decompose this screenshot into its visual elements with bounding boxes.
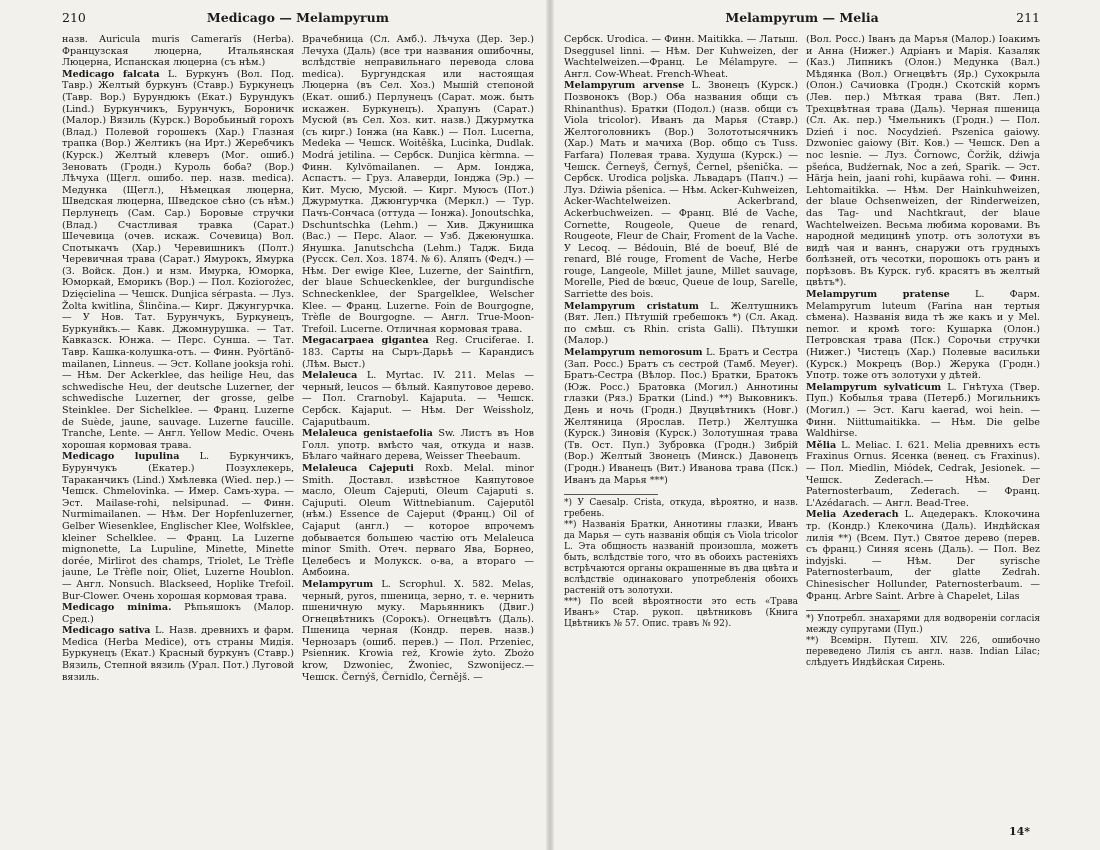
entry-text: L. Фарм. Melampyrum luteum (Farina нан тертыя сѣмена). Названія вида тѣ же какъ и у Mel. nemor. и кромѣ того: Кушарка (Олон.) Петровская трава (Пск.) Сорочьи стручки (Нижег.) Чистецъ (Хар.) Полевые васильки (Курск.) Мокрецъ (Вор.) Жерука (Гродн.) Употр. тоже отъ золотухи у дѣтей. (806, 289, 1040, 382)
dictionary-entry (806, 34, 1040, 289)
page-number-right: 211 (1016, 10, 1040, 25)
running-head-right: Melampyrum — Melia (725, 10, 879, 25)
footnote: *) У Caesalp. Crista, откуда, вѣроятно, и назв. гребень. (564, 498, 798, 520)
entry-text: L. Гнѣтуха (Твер. Пуп.) Кобылья трава (Петерб.) Могильникъ (Могил.) — Эст. Karu kaerad, woi hein. — Финн. Niittumaitikka. — Нѣм. Die gelbe Waldhirse. (806, 381, 1040, 440)
right-column-2-wrap (806, 34, 1040, 824)
footnote: *) Употребл. знахарями для водвореніи согласія между супругами (Пуп.) (806, 614, 1040, 636)
running-head-left: Medicago — Melampyrum (206, 10, 389, 25)
entry-headword: Medicago falcata (62, 68, 160, 80)
footnote: ***) По всей вѣроятности это есть «Трава Иванъ» Стар. рукоп. цвѣтниковъ (Книга Цвѣтникъ № 57. Опис. травъ № 92). (564, 597, 798, 630)
dictionary-entry (302, 428, 534, 463)
entry-text: Рѣпьяшокъ (Малор. Сред.) (62, 602, 294, 625)
entry-headword: Melampyrum cristatum (564, 300, 699, 312)
entry-text: L. Желтушникъ (Вят. Леп.) Пѣтушій гребешокъ *) (Сл. Акад. по смѣш. съ Rhin. crista Galli). Пѣтушки (Малор.) (564, 300, 798, 347)
dictionary-entry (564, 80, 798, 300)
right-column-1 (564, 34, 798, 486)
entry-text: L. Scrophul. X. 582. Melas, черный, pyros, пшеница, зерно, т. е. чернить пшеничную муку. Марьянникъ (Двиг.) Огнецвѣтникъ (Сорокъ). Огнецвѣтъ (Даль). Пшеница черная (Кондр. перев. назв.) Чернозаръ (ошиб. перев.) — Пол. Przeniec, Psienник. Krowia reż, Krowie żyto. Zbożo krow, Dzwoniec, Żwoniec, Szwonijecz.— Чешск. Černýš, Černidlo, Černějš. — (302, 578, 534, 683)
entry-headword: Melampyrum (302, 578, 374, 590)
dictionary-entry (806, 509, 1040, 602)
entry-headword: Medicago minima. (62, 602, 172, 614)
entry-headword: Melampyrum pratense (806, 289, 950, 301)
entry-text: L. Meliac. I. 621. Melia древнихъ есть Fraxinus Ornus. Ясенка (венец. съ Fraxinus). — Пол. Miedlin, Miódek, Cedrak, Jesionek. — Чешск. Zederach.— Нѣм. Der Paternosterbaum, Zederach. — Франц. L'Azédarach. — Англ. Bead-Tree. (806, 439, 1040, 509)
entry-text: Врачебница (Сл. Амб.). Лѣчуха (Дер. Зер.) Лечуха (Даль) (все три названия ошибочны, вслѣдствіе неправильнаго перевода слова medica). Бургундская или настоящая Люцерна (въ Сел. Хоз.) Мышій степоной (Екат. ошиб.) Перлунецъ (Сарат. мож. быть искажен. Буркунецъ). Храпунъ (Сарат.) Мусюй (въ Сел. Хоз. кит. назв.) Джурмутка (съ кирг.) Іонжа (на Кавк.) — Пол. Lucerna, Medeka — Чешск. Woitěška, Lucinka, Dudlak. Modrá jetilina. — Сербск. Dunjica kèrmna. — Финн. Kylvömailanen. — Арм. Іонджа, Аспастъ. — Груз. Алаверди, Іонджа (Эр.) — Кит. Мусю, Мусюй. — Кирг. Муюсъ (Пот.) Джурмутка. Джюнгурчка (Меркл.) — Тур. Пачъ-Сончаса (оттуда — Іонжа). Jonoutschka, Dschuntschka (Lehm.) — Хив. Джунишка (Вас.) — Перс. Alaor. — Узб. Джеюнушка. Янушка. Janutschcha (Lehm.) Тадж. Бида (Русск. Сел. Хоз. 1874. № 6). Аляпъ (Федч.) — Нѣм. Der ewige Klee, Luzerne, der Saintfirn, der blaue Schueckenklee, der burgundische Schneckenklee, der Spargelklee, Welscher Klee. — Франц. Luzerne. Foin de Bourgogne, Trèfle de Bourgogne. — Англ. True-Moon-Trefoil. Lucerne. Отличная кормовая трава. (302, 34, 534, 335)
footnote: **) Названія Братки, Аннотины глазки, Иванъ да Марья — суть названія общія съ Viola tricolor L. Эта общность названій произошла, можетъ быть, вслѣдствіе того, что въ обоихъ растеніяхъ встрѣчаются органы окрашенные въ два цвѣта и вслѣдствіе одинаковаго употребленія обоихъ растеній отъ золотухи. (564, 520, 798, 597)
entry-text: L. Братъ и Сестра (Зап. Росс.) Братъ съ сестрой (Тамб. Meyer). Братъ-Сестра (Вѣлор. Пос.) Братки, Братокъ (Юж. Росс.) Братовка (Могил.) Аннотины глазки (Ряз.) Братки (Lind.) **) Выковникъ. День и ночь (Гродн.) Двуцвѣтникъ (Новг.) Желтяница (Ярослав. Петр.) Желтушка (Курск.) Зиновія (Курск.) Золотушная трава (Тв. Ост. Пуп.) Зубровка (Гродн.) Зибрій (Вор.) Желтый Звонецъ (Минск.) Давонецъ (Гродн.) Иванецъ (Вит.) Иванова трава (Пск.) Иванъ да Марья ***) (564, 347, 798, 486)
right-column-1-wrap (564, 34, 798, 824)
entry-headword: Medicago sativa (62, 625, 151, 637)
dictionary-entry (302, 463, 534, 579)
entry-headword: Mělia (806, 439, 837, 451)
dictionary-entry (806, 382, 1040, 440)
entry-text: L. Буркунъ (Вол. Под. Тавр.) Желтый буркунъ (Ставр.) Буркунецъ (Тавр. Вор.) Бурундюкъ (Екат.) Бурундукъ (Lind.) Буркунчикъ, Бурунчукъ, Бороничк (Малор.) Вязиль (Курск.) Воробьиный горохъ (Влад.) Полевой горошекъ (Хар.) Глазная трапка (Вор.) Желтикъ (на Ирт.) Жеребчикъ (Курск.) Желтый клеверъ (Мог. ошиб.) Зеновать (Гродн.) Куроль боба? (Вор.) Лѣчуха (Щегл. ошибо. пер. назв. medica). Медунка (Щегл.), Нѣмецкая люцерна, Шведская люцерна, Шведское сѣно (съ нѣм.) Перлунецъ (Сам. Сар.) Боровые стручки (Влад.) Счастливая травка (Сарат.) Шечевица (очев. искаж. Сочевица) Вол. Спотыкачъ (Хар.) Черевишникъ (Полт.) Черевичная трава (Сарат.) Ямурокъ, Ямурка (З. Войск. Дон.) и нзм. Имурка, Юморка, Юморкай, Еморикъ (Вор.) — Пол. Koziorożec, Dzięcielina — Чешск. Dunjica sérpasta. — Луз. Žolta kwitlina, Šlinčina.— Кирг. Джунгурчка. — У Нов. Тат. Бурунчукъ, Буркунецъ, Буркунйкъ.— Кавк. Джомнурушка. — Тат. Кавказск. Юнжа. — Перс. Сунша. — Тат. Тавр. Кашка-колушка-отъ. — Финн. Pyörtänö-mailanen, Linneus. — Эст. Kollane jooksja rohi. — Нѣм. Der Ackerklee, das heilige Heu, das schwedische Heu, der deutsche Luzerner, der schwedische Luzerner, der grosse, gelbe Steinklee. Der Sichelklee. — Франц. Luzerne de Suède, jaune, sauvage. Luzerne faucille. Tranche, Lente. — Англ. Yellow Medic. Очень хорошая кормовая трава. (62, 68, 294, 451)
entry-headword: Melaleuca (302, 370, 358, 382)
entry-headword: Medicago lupulina (62, 451, 180, 463)
entry-headword: Melaleuca genistaefolia (302, 428, 433, 440)
right-column-1-notes (564, 498, 798, 630)
entry-headword: Megacarpaea gigantea (302, 335, 429, 347)
dictionary-entry (302, 335, 534, 370)
signature-mark: 14* (1008, 825, 1030, 838)
dictionary-entry (62, 602, 294, 625)
left-column-1 (62, 34, 294, 824)
footnote: **) Всемірн. Путеш. XIV. 226, ошибочно переведено Лилія съ англ. назв. Indian Lilac; слѣдуетъ Индѣйская Сирень. (806, 636, 1040, 669)
entry-headword: Melampyrum arvense (564, 80, 685, 92)
dictionary-entry (564, 301, 798, 347)
dictionary-entry (302, 370, 534, 428)
left-column-2 (302, 34, 534, 824)
entry-text: L. Назв. древнихъ и фарм. Medica (Herba Medice), отъ страны Мидія. Буркунецъ (Екат.) Красный буркунъ (Ставр.) Вязиль, Степной вязиль (Урал. Пот.) Луговой вязиль. (62, 625, 294, 683)
entry-text: Sw. Листъ въ Нов Голл. употр. вмѣсто чая, откуда и назв. Бѣлаго чайнаго дерева, Weisser Theebaum. (302, 428, 534, 463)
dictionary-entry (302, 579, 534, 683)
entry-text: назв. Auricula muris Camerarïs (Herba). Французская люцерна, Итальянская Люцерна, Испанская люцерна (съ нѣм.) (62, 34, 294, 69)
entry-text: (Вол. Росс.) Іванъ да Маръя (Малор.) Іоакимъ и Анна (Нижег.) Адріанъ и Марія. Казаляк (Каз.) Липникъ (Олон.) Медунка (Вал.) Мѣдянка (Вол.) Огнецвѣтъ (Яр.) Сухокрыла (Олон.) Сачиовка (Гродн.) Скотскій кормъ (Лев. пер.) Мѣткая трава (Вят. Леп.) Трехцвѣтная трава (Даль). Черная пшеница (Сл. Ак. пер.) Чмельникъ (Гродн.) — Пол. Dzień i noc. Nocydzień. Pszenica gaiowy. Dzwoniec gaiowy (Віт. Ков.) — Чешск. Den a noc lesnie. — Луз. Čornowc, Čoržik, dźiwja pšeńca, Budźernak, Noc a zeń, Sparik. — Эст. Härja hein, jaani rohi, kupäawa rohi. — Финн. Lehtomaitikka. — Нѣм. Der Hainkuhweizen, der blaue Ochsenweizen, der Rinderweizen, das Tag- und Nachtkraut, der blaue Wachtelweizen. Весьма любима коровами. Въ народной медицинѣ употр. отъ золотухи въ видѣ чая и ваннъ, снаружи отъ грудныхъ болѣзней, отъ чесотки, порошокъ отъ ранъ и порѣзовъ. Въ Курск. губ. красятъ въ желтый цвѣтъ*). (806, 34, 1040, 289)
entry-text: L. Ацедеракъ. Клокочина тр. (Кондр.) Клекочина (Даль). Индѣйская лилія **) (Всем. Пут.) Святое дерево (перев. съ франц.) Синяя ясень (Даль). — Пол. Bez indyjski. — Нѣм. Der syrische Paternosterbaum, der glatte Zedrah. Chinesischer Hollunder, Paternosterbaum. — Франц. Arbre Saint. Arbre à Chapelet, Lilas (806, 509, 1040, 602)
dictionary-entry (62, 451, 294, 602)
page-number-left: 210 (62, 10, 86, 25)
right-column-2 (806, 34, 1040, 602)
right-column-2-notes (806, 614, 1040, 669)
entry-text: Reg. Cruciferae. I. 183. Сарты на Сыръ-Дарьѣ — Карандисъ (Лѣм. Выст.) (302, 335, 534, 370)
dictionary-entry (62, 625, 294, 683)
entry-text: L. Myrtac. IV. 211. Melas — черный, leucos — бѣлый. Каяпутовое дерево. — Пол. Crarnobyl. Kajaputa. — Чешск. Сербск. Kajaput. — Нѣм. Der Weissholz, Cajaputbaum. (302, 370, 534, 428)
right-header (564, 10, 1040, 34)
dictionary-entry (302, 34, 534, 335)
entry-text: Сербск. Urodica. — Финн. Maitikka. — Латыш. Dseggusel linni. — Нѣм. Der Kuhweizen, der Wachtelweizen.—Франц. Le Mélampyre. — Англ. Cow-Wheat. French-Wheat. (564, 34, 798, 80)
dictionary-entry (62, 34, 294, 69)
dictionary-entry (806, 440, 1040, 510)
entry-headword: Melampyrum nemorosum (564, 347, 703, 359)
dictionary-entry (806, 289, 1040, 382)
dictionary-entry (62, 69, 294, 452)
entry-text: L. Буркунчикъ, Бурунчукъ (Екатер.) Позухлекерь, Тараканчикъ (Lind.) Хмѣлевка (Wied. пер.) — Чешск. Chmelovinka. — Имер. Самъ-хура. — Эст. Mailase-rohi, nelsiрunad. — Финн. Nurmimailanen. — Нѣм. Der Hopfenluzerner, Gelber Wiesenklee, Englischer Klee, Wolfsklee, kleiner Schelklee. — Франц. La Luzerne mignonette, La Lupuline, Minette, Minette dorée, Mirlirot des champs, Triolet, Le Trèfle jaune, Le Trèfle noir, Oliet, Luzerne Houblon. — Англ. Nonsuch. Blackseed, Hoplike Trefoil. Bur-Clower. Очень хорошая кормовая трава. (62, 451, 294, 602)
dictionary-entry (564, 347, 798, 486)
entry-headword: Melaleuca Cajeputi (302, 462, 414, 474)
entry-headword: Melampyrum sylvaticum (806, 381, 942, 393)
entry-headword: Melia Azederach (806, 509, 899, 521)
right-page (550, 0, 1100, 850)
dictionary-entry (564, 34, 798, 80)
entry-text: Roxb. Melal. minor Smith. Доставл. извѣстное Каяпутовое масло, Oleum Cajeputi, Oleum Cajaputi s. Cajuputi. Oleum Wittnebianum. Cajeputöl (нѣм.) Essence de Cajeput (Франц.) Oil of Cajaput (англ.) — которое впрочемъ добывается большею частію отъ Melaleuca minor Smith. Отеч. перваго Ява, Борнео, Целебесъ и Молукск. о-ва, а втораго — Амбоина. (302, 462, 534, 579)
left-header (62, 10, 534, 34)
entry-text: L. Звонецъ (Курск.) Позвонокъ (Вор.) Оба названия общи съ Rhinanthus). Братки (Подол.) (назв. общи съ Viola tricolor). Иванъ да Марья (Ставр.) Желтоголовникъ (Вор.) Золототысячникъ (Хар.) Мать и мачиха (Вор. общо съ Tuss. Farfara) Полевая трава. Худуша (Курск.) — Чешск. Černeyš, Černyš, Černel, pšenička. — Сербск. Urodica poljska. Львадаръ (Папч.) — Луз. Dźiwia pšenica. — Нѣм. Acker-Kuhweizen, Acker-Wachtelweizen. Ackerbrand, Ackerbuchweizen. — Франц. Blé de Vache, Cornette, Rougeole, Queue de renard, Rougeote, Fleur de Chair, Froment de la Vache. У Lecoq. — Bédouin, Blé de boeuf, Blé de renard, Blé rouge, Froment de Vache, Herbe rouge, Langeole, Millet jaune, Millet sauvage, Morelle, Pied de bœuc, Queue de loup, Sarelle, Sarriette des bois. (564, 80, 798, 301)
